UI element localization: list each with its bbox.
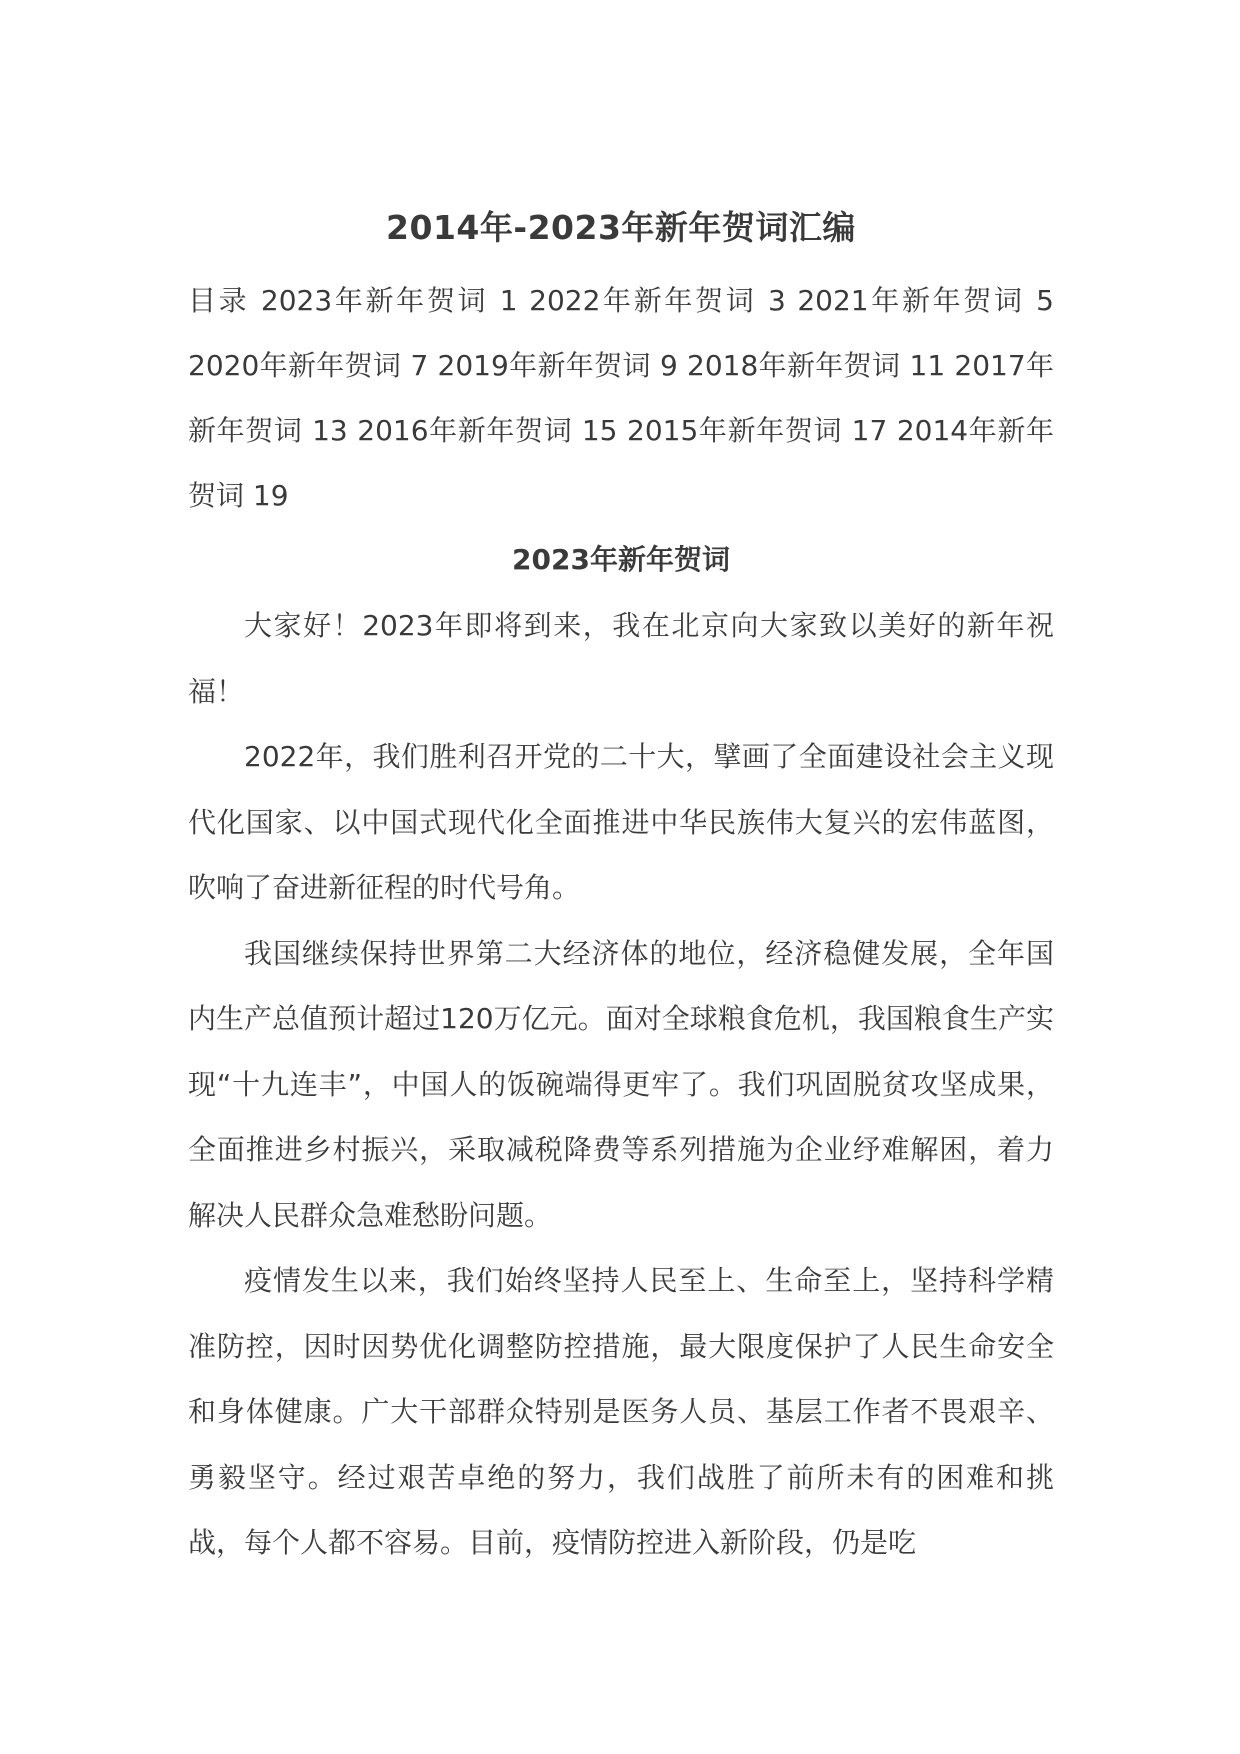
document-page bbox=[188, 200, 1054, 1576]
document-title: 2014年-2023年新年贺词汇编 bbox=[386, 208, 856, 247]
table-of-contents: 目录 2023年新年贺词 1 2022年新年贺词 3 2021年新年贺词 5 2020年新年贺词 7 2019年新年贺词 9 2018年新年贺词 11 2017年新年贺词 13 2016年新年贺词 15 2015年新年贺词 17 2014年新年贺词 19 bbox=[188, 284, 1054, 512]
section-title: 2023年新年贺词 bbox=[512, 543, 730, 576]
paragraph: 疫情发生以来，我们始终坚持人民至上、生命至上，坚持科学精准防控，因时因势优化调整防控措施，最大限度保护了人民生命安全和身体健康。广大干部群众特别是医务人员、基层工作者不畏艰辛、勇毅坚守。经过艰苦卓绝的努力，我们战胜了前所未有的困难和挑战，每个人都不容易。目前，疫情防控进入新阶段，仍是吃 bbox=[188, 1264, 1054, 1559]
paragraph: 大家好！2023年即将到来，我在北京向大家致以美好的新年祝福！ bbox=[188, 609, 1054, 708]
paragraph: 我国继续保持世界第二大经济体的地位，经济稳健发展，全年国内生产总值预计超过120万亿元。面对全球粮食危机，我国粮食生产实现“十九连丰”，中国人的饭碗端得更牢了。我们巩固脱贫攻坚成果，全面推进乡村振兴，采取减税降费等系列措施为企业纾难解困，着力解决人民群众急难愁盼问题。 bbox=[188, 936, 1054, 1232]
paragraph: 2022年，我们胜利召开党的二十大，擘画了全面建设社会主义现代化国家、以中国式现代化全面推进中华民族伟大复兴的宏伟蓝图，吹响了奋进新征程的时代号角。 bbox=[188, 740, 1054, 904]
